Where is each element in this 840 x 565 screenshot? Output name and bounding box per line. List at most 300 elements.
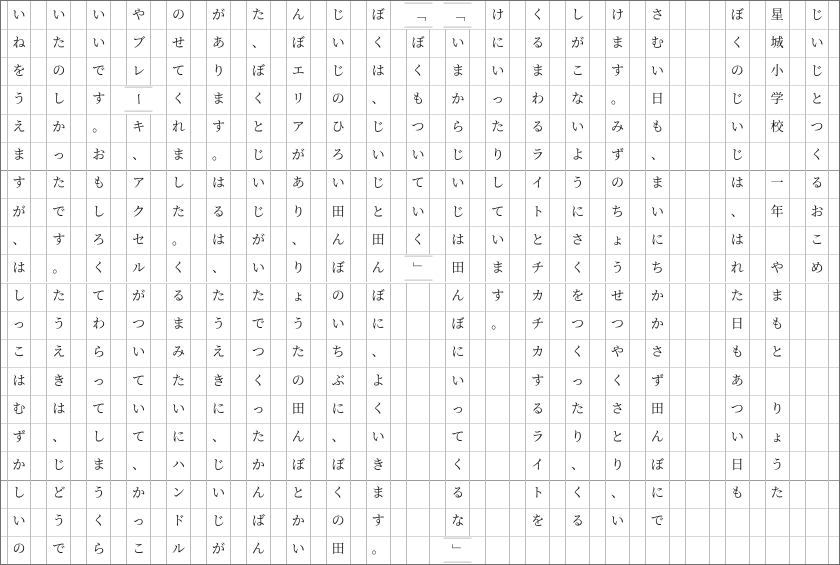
grid-cell: 「	[404, 3, 432, 28]
grid-cell: え	[206, 339, 231, 367]
text-column	[286, 1, 311, 564]
grid-cell	[485, 451, 510, 479]
grid-cell: さ	[605, 395, 630, 423]
grid-cell: ぼ	[725, 1, 750, 29]
grid-cell: し	[86, 423, 111, 451]
grid-cell: で	[46, 198, 71, 226]
grid-cell: を	[7, 57, 32, 85]
grid-cell: か	[286, 508, 311, 536]
grid-cell	[645, 536, 670, 564]
grid-cell: く	[445, 451, 470, 479]
grid-cell: る	[445, 480, 470, 508]
grid-cell: 、	[366, 85, 391, 113]
grid-cell: を	[565, 283, 590, 311]
text-column	[445, 1, 470, 564]
grid-cell: て	[485, 198, 510, 226]
grid-cell: に	[326, 395, 351, 423]
grid-cell: ひ	[326, 114, 351, 142]
text-column	[685, 1, 710, 564]
grid-cell: る	[206, 198, 231, 226]
grid-cell: 、	[206, 423, 231, 451]
grid-cell	[805, 367, 830, 395]
grid-cell	[485, 536, 510, 564]
grid-cell: 田	[366, 226, 391, 254]
grid-cell: じ	[246, 198, 271, 226]
grid-cell: ま	[525, 57, 550, 85]
grid-cell: ま	[445, 57, 470, 85]
text-column	[565, 1, 590, 564]
grid-cell: じ	[445, 142, 470, 170]
grid-cell: る	[805, 170, 830, 198]
grid-cell	[685, 536, 710, 564]
grid-cell: も	[406, 85, 431, 113]
grid-cell: 、	[46, 423, 71, 451]
grid-cell: 」	[444, 537, 472, 562]
grid-cell: う	[46, 508, 71, 536]
grid-cell: 、	[565, 451, 590, 479]
grid-cell: さ	[645, 339, 670, 367]
grid-cell: ア	[126, 170, 151, 198]
grid-cell: ん	[445, 283, 470, 311]
grid-cell: え	[7, 114, 32, 142]
grid-cell: し	[485, 170, 510, 198]
grid-cell: く	[565, 339, 590, 367]
grid-cell	[685, 1, 710, 29]
grid-cell: い	[326, 170, 351, 198]
text-column	[126, 1, 151, 564]
grid-cell: た	[46, 283, 71, 311]
grid-cell: っ	[445, 395, 470, 423]
grid-cell	[406, 423, 431, 451]
grid-cell: と	[805, 85, 830, 113]
grid-cell: く	[166, 254, 191, 282]
grid-cell: し	[565, 1, 590, 29]
grid-cell: む	[645, 29, 670, 57]
grid-cell: ま	[7, 142, 32, 170]
text-column	[246, 1, 271, 564]
grid-cell: く	[406, 57, 431, 85]
text-column	[406, 1, 431, 564]
text-column	[326, 1, 351, 564]
grid-cell: ー	[125, 87, 153, 112]
grid-cell: つ	[246, 339, 271, 367]
grid-cell	[485, 480, 510, 508]
grid-cell: 学	[765, 85, 790, 113]
grid-cell: じ	[805, 57, 830, 85]
grid-cell: な	[445, 508, 470, 536]
grid-cell: り	[286, 198, 311, 226]
grid-cell: た	[166, 367, 191, 395]
grid-cell: る	[166, 283, 191, 311]
grid-cell: 城	[765, 29, 790, 57]
text-column	[86, 1, 111, 564]
grid-cell: て	[86, 395, 111, 423]
grid-cell: く	[86, 254, 111, 282]
grid-cell: と	[605, 423, 630, 451]
grid-cell: 「	[444, 3, 472, 28]
grid-cell: き	[366, 451, 391, 479]
grid-cell: か	[7, 451, 32, 479]
grid-cell: っ	[86, 367, 111, 395]
grid-cell: が	[7, 198, 32, 226]
grid-cell: ぼ	[326, 451, 351, 479]
grid-cell	[685, 57, 710, 85]
grid-cell: す	[86, 85, 111, 113]
grid-cell: じ	[805, 1, 830, 29]
grid-cell: ま	[166, 311, 191, 339]
text-column	[46, 1, 71, 564]
grid-cell: せ	[166, 29, 191, 57]
grid-cell: い	[286, 536, 311, 564]
grid-cell: ば	[246, 508, 271, 536]
grid-cell	[605, 536, 630, 564]
grid-cell	[685, 29, 710, 57]
grid-cell: 小	[765, 57, 790, 85]
grid-cell: 。	[485, 311, 510, 339]
grid-cell: か	[645, 283, 670, 311]
grid-cell: 、	[326, 423, 351, 451]
grid-cell: ド	[166, 508, 191, 536]
grid-cell	[685, 142, 710, 170]
grid-cell: こ	[7, 339, 32, 367]
grid-cell: か	[246, 451, 271, 479]
grid-cell: く	[166, 85, 191, 113]
grid-cell: 、	[286, 226, 311, 254]
grid-cell: っ	[565, 367, 590, 395]
grid-cell: 日	[725, 451, 750, 479]
grid-cell: に	[366, 311, 391, 339]
grid-cell: ま	[166, 142, 191, 170]
grid-cell: の	[7, 536, 32, 564]
grid-cell: 。	[166, 226, 191, 254]
grid-cell: こ	[126, 536, 151, 564]
grid-cell: 、	[645, 142, 670, 170]
grid-cell: ル	[166, 536, 191, 564]
grid-cell	[805, 339, 830, 367]
grid-cell: ま	[366, 480, 391, 508]
grid-cell: 、	[366, 339, 391, 367]
text-column	[7, 1, 32, 564]
grid-cell	[765, 508, 790, 536]
grid-cell	[685, 508, 710, 536]
grid-cell: お	[805, 198, 830, 226]
grid-cell: い	[7, 1, 32, 29]
grid-cell: ぼ	[326, 254, 351, 282]
grid-cell: て	[406, 170, 431, 198]
grid-cell	[406, 367, 431, 395]
grid-cell: は	[445, 226, 470, 254]
grid-cell	[805, 508, 830, 536]
grid-cell: た	[246, 1, 271, 29]
grid-cell: 田	[286, 395, 311, 423]
grid-cell: じ	[246, 142, 271, 170]
grid-cell: き	[46, 367, 71, 395]
grid-cell: は	[7, 254, 32, 282]
text-column	[485, 1, 510, 564]
grid-cell: た	[485, 114, 510, 142]
grid-cell: た	[206, 283, 231, 311]
grid-cell: ら	[445, 114, 470, 142]
grid-cell	[485, 339, 510, 367]
grid-cell: け	[605, 1, 630, 29]
grid-cell: か	[126, 480, 151, 508]
grid-cell: の	[326, 85, 351, 113]
grid-cell: る	[525, 114, 550, 142]
grid-cell: た	[166, 198, 191, 226]
grid-cell: よ	[366, 367, 391, 395]
grid-cell: じ	[366, 170, 391, 198]
grid-cell: ま	[605, 29, 630, 57]
grid-cell: す	[485, 283, 510, 311]
grid-cell	[805, 480, 830, 508]
grid-cell: 星	[765, 1, 790, 29]
grid-cell: つ	[805, 114, 830, 142]
grid-cell: い	[166, 395, 191, 423]
grid-cell: く	[565, 480, 590, 508]
grid-cell: は	[206, 226, 231, 254]
grid-cell	[685, 423, 710, 451]
grid-cell: う	[605, 254, 630, 282]
grid-cell: た	[765, 480, 790, 508]
grid-cell	[525, 536, 550, 564]
grid-cell: い	[645, 198, 670, 226]
grid-cell	[725, 536, 750, 564]
grid-cell: で	[645, 508, 670, 536]
grid-cell: く	[406, 226, 431, 254]
grid-cell	[805, 283, 830, 311]
grid-cell	[406, 451, 431, 479]
grid-cell: で	[246, 311, 271, 339]
grid-cell: い	[485, 57, 510, 85]
grid-cell: ら	[86, 339, 111, 367]
grid-cell: ク	[126, 198, 151, 226]
grid-cell: 、	[725, 198, 750, 226]
grid-cell: ん	[286, 423, 311, 451]
grid-cell: ん	[366, 254, 391, 282]
grid-cell: う	[565, 170, 590, 198]
grid-cell: 年	[765, 198, 790, 226]
grid-cell	[685, 85, 710, 113]
grid-cell: ょ	[765, 423, 790, 451]
grid-cell	[685, 339, 710, 367]
grid-cell	[765, 142, 790, 170]
grid-cell	[805, 536, 830, 564]
grid-cell: い	[86, 1, 111, 29]
grid-cell: し	[7, 283, 32, 311]
grid-cell: す	[525, 367, 550, 395]
grid-cell: ょ	[286, 283, 311, 311]
grid-cell: う	[7, 85, 32, 113]
grid-cell: え	[46, 339, 71, 367]
grid-cell: ず	[645, 367, 670, 395]
grid-cell: ね	[7, 29, 32, 57]
grid-cell	[485, 395, 510, 423]
grid-cell: エ	[286, 57, 311, 85]
grid-cell	[765, 536, 790, 564]
grid-cell: か	[645, 311, 670, 339]
grid-cell: 田	[445, 254, 470, 282]
grid-cell	[685, 254, 710, 282]
grid-cell: じ	[725, 85, 750, 113]
grid-cell: の	[46, 57, 71, 85]
grid-cell: と	[765, 339, 790, 367]
grid-cell	[685, 114, 710, 142]
grid-cell: い	[246, 254, 271, 282]
grid-cell	[406, 395, 431, 423]
grid-cell: の	[286, 367, 311, 395]
grid-cell: た	[725, 283, 750, 311]
grid-cell: も	[645, 114, 670, 142]
grid-cell: チ	[525, 311, 550, 339]
grid-cell: あ	[286, 170, 311, 198]
grid-cell: お	[86, 142, 111, 170]
grid-cell	[685, 198, 710, 226]
grid-cell: い	[366, 423, 391, 451]
grid-cell: て	[166, 57, 191, 85]
grid-cell: り	[565, 423, 590, 451]
grid-cell: ろ	[326, 142, 351, 170]
grid-cell: あ	[206, 29, 231, 57]
grid-cell	[685, 367, 710, 395]
grid-cell: ぼ	[645, 451, 670, 479]
grid-cell: い	[605, 508, 630, 536]
grid-cell: つ	[605, 311, 630, 339]
grid-cell: か	[46, 114, 71, 142]
grid-cell	[765, 367, 790, 395]
text-column	[725, 1, 750, 564]
grid-cell: い	[725, 114, 750, 142]
grid-cell: 。	[366, 536, 391, 564]
grid-cell: い	[485, 226, 510, 254]
grid-cell: ち	[326, 339, 351, 367]
grid-cell: ン	[166, 480, 191, 508]
grid-cell: じ	[725, 142, 750, 170]
grid-cell: ル	[126, 254, 151, 282]
grid-cell: い	[46, 1, 71, 29]
grid-cell: つ	[126, 311, 151, 339]
grid-cell: い	[86, 29, 111, 57]
grid-cell: 一	[765, 170, 790, 198]
grid-cell: で	[46, 536, 71, 564]
grid-cell: リ	[286, 85, 311, 113]
grid-cell: じ	[206, 451, 231, 479]
grid-cell: は	[7, 367, 32, 395]
grid-cell: 、	[126, 142, 151, 170]
grid-cell: ぼ	[366, 1, 391, 29]
grid-cell: く	[246, 367, 271, 395]
text-column	[366, 1, 391, 564]
grid-cell: り	[485, 142, 510, 170]
grid-cell: ら	[86, 536, 111, 564]
grid-cell: は	[206, 170, 231, 198]
grid-cell: が	[206, 536, 231, 564]
grid-cell: と	[366, 198, 391, 226]
grid-cell: 、	[246, 29, 271, 57]
grid-cell: と	[525, 226, 550, 254]
grid-cell: っ	[46, 142, 71, 170]
grid-cell	[725, 508, 750, 536]
grid-cell: め	[805, 254, 830, 282]
grid-cell: 、	[7, 226, 32, 254]
grid-cell: に	[645, 226, 670, 254]
grid-cell: ま	[645, 170, 670, 198]
grid-cell: じ	[206, 508, 231, 536]
grid-cell: で	[86, 57, 111, 85]
text-column	[805, 1, 830, 564]
grid-cell: よ	[565, 142, 590, 170]
grid-cell: ぼ	[445, 311, 470, 339]
grid-cell: と	[246, 114, 271, 142]
grid-cell	[765, 226, 790, 254]
grid-cell: く	[246, 85, 271, 113]
grid-cell: じ	[326, 1, 351, 29]
grid-cell: う	[286, 311, 311, 339]
grid-cell: 、	[206, 254, 231, 282]
grid-cell: い	[725, 423, 750, 451]
grid-cell	[685, 226, 710, 254]
grid-cell	[406, 311, 431, 339]
grid-cell: い	[366, 142, 391, 170]
grid-cell: う	[206, 311, 231, 339]
grid-cell: し	[166, 170, 191, 198]
grid-cell: ハ	[166, 451, 191, 479]
grid-cell: ぼ	[286, 29, 311, 57]
text-column	[525, 1, 550, 564]
grid-cell: こ	[565, 57, 590, 85]
grid-cell: ブ	[126, 29, 151, 57]
grid-cell: い	[445, 29, 470, 57]
grid-cell: く	[725, 29, 750, 57]
grid-cell: た	[246, 423, 271, 451]
grid-cell: み	[605, 114, 630, 142]
grid-cell: ち	[645, 254, 670, 282]
grid-cell: カ	[525, 339, 550, 367]
grid-cell	[685, 480, 710, 508]
grid-cell: せ	[605, 283, 630, 311]
grid-cell: 田	[326, 198, 351, 226]
grid-cell: に	[645, 480, 670, 508]
grid-cell: ぼ	[286, 451, 311, 479]
grid-cell: く	[605, 367, 630, 395]
grid-cell: に	[206, 395, 231, 423]
grid-cell: く	[366, 395, 391, 423]
grid-cell: や	[605, 339, 630, 367]
grid-cell: レ	[126, 57, 151, 85]
grid-cell	[406, 339, 431, 367]
grid-cell: の	[605, 170, 630, 198]
grid-cell: し	[7, 480, 32, 508]
grid-cell: す	[605, 57, 630, 85]
grid-cell: っ	[246, 395, 271, 423]
grid-cell: た	[565, 395, 590, 423]
grid-cell: も	[86, 170, 111, 198]
grid-cell: ま	[206, 85, 231, 113]
grid-cell	[685, 283, 710, 311]
grid-cell	[406, 283, 431, 311]
grid-cell	[685, 311, 710, 339]
grid-cell: ま	[485, 254, 510, 282]
grid-cell: し	[86, 198, 111, 226]
grid-cell: い	[7, 508, 32, 536]
grid-cell: イ	[525, 451, 550, 479]
grid-cell: ぼ	[406, 29, 431, 57]
grid-cell	[685, 395, 710, 423]
grid-cell: ょ	[605, 226, 630, 254]
grid-cell: い	[246, 170, 271, 198]
grid-cell: の	[166, 1, 191, 29]
grid-cell: り	[286, 254, 311, 282]
grid-cell: り	[206, 57, 231, 85]
